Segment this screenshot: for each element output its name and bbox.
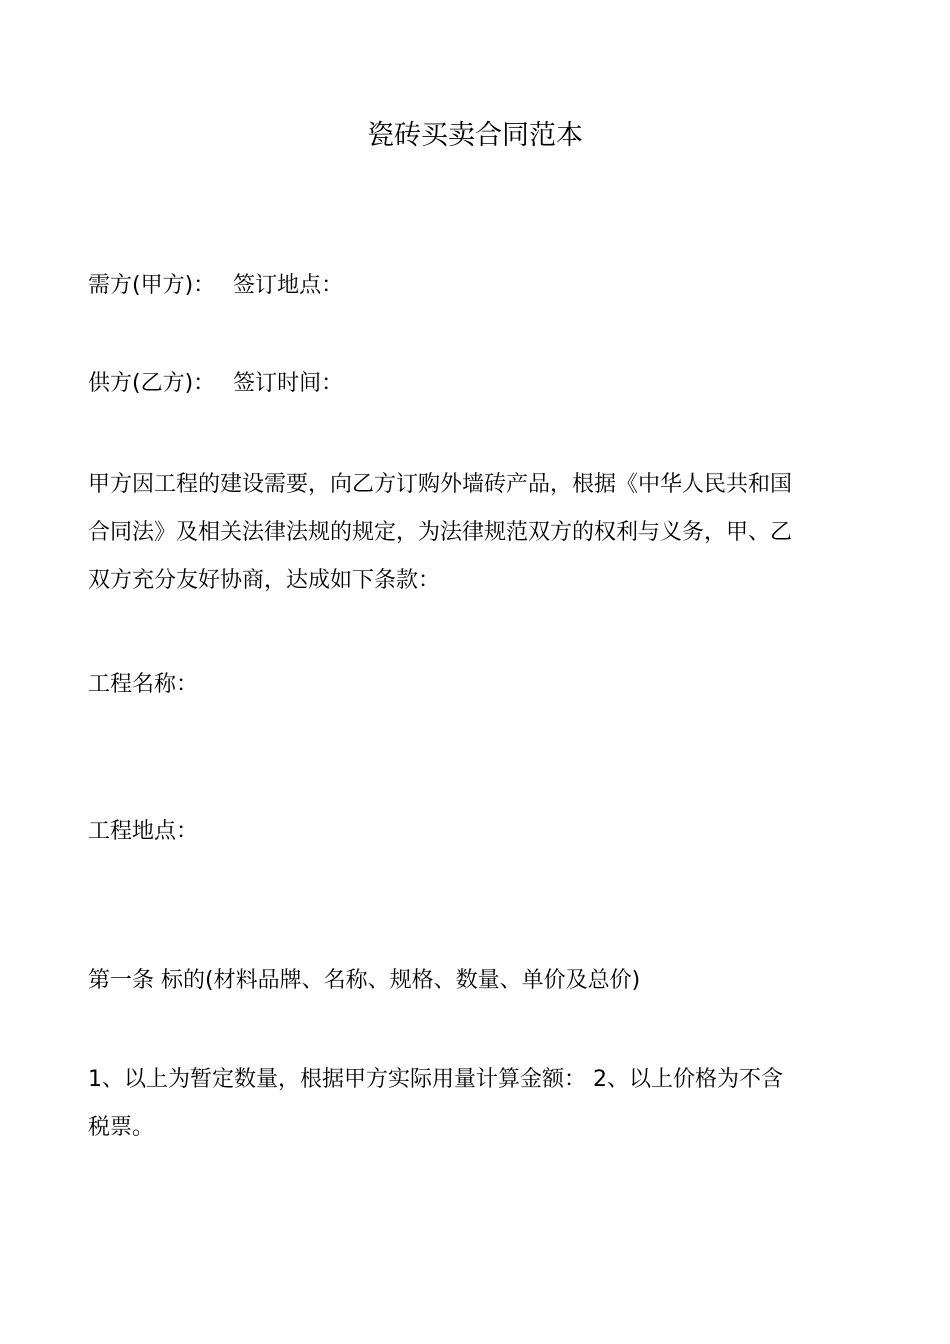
document-title: 瓷砖买卖合同范本 (367, 120, 583, 151)
notes-line: 税票。 (88, 1115, 155, 1140)
project-name-label: 工程名称： (88, 672, 199, 697)
party-b-row (88, 369, 343, 399)
intro-line: 双方充分友好协商，达成如下条款： (88, 568, 441, 593)
intro-line: 甲方因工程的建设需要，向乙方订购外墙砖产品，根据《中华人民共和国 (88, 472, 793, 497)
notes-paragraph (88, 1056, 864, 1152)
project-location-label: 工程地点： (88, 819, 199, 844)
intro-line: 合同法》及相关法律法规的规定，为法律规范双方的权利与义务，甲、乙 (88, 520, 793, 545)
party-a-label: 需方(甲方)： (88, 273, 216, 298)
party-a-row (88, 271, 343, 301)
sign-place-label: 签订地点： (233, 273, 344, 298)
notes-line: 1、以上为暂定数量，根据甲方实际用量计算金额： 2、以上价格为不含 (88, 1067, 783, 1092)
article-one-heading: 第一条 标的(材料品牌、名称、规格、数量、单价及总价) (88, 968, 641, 993)
intro-paragraph (88, 461, 864, 605)
sign-time-label: 签订时间： (233, 371, 344, 396)
party-b-label: 供方(乙方)： (88, 371, 216, 396)
